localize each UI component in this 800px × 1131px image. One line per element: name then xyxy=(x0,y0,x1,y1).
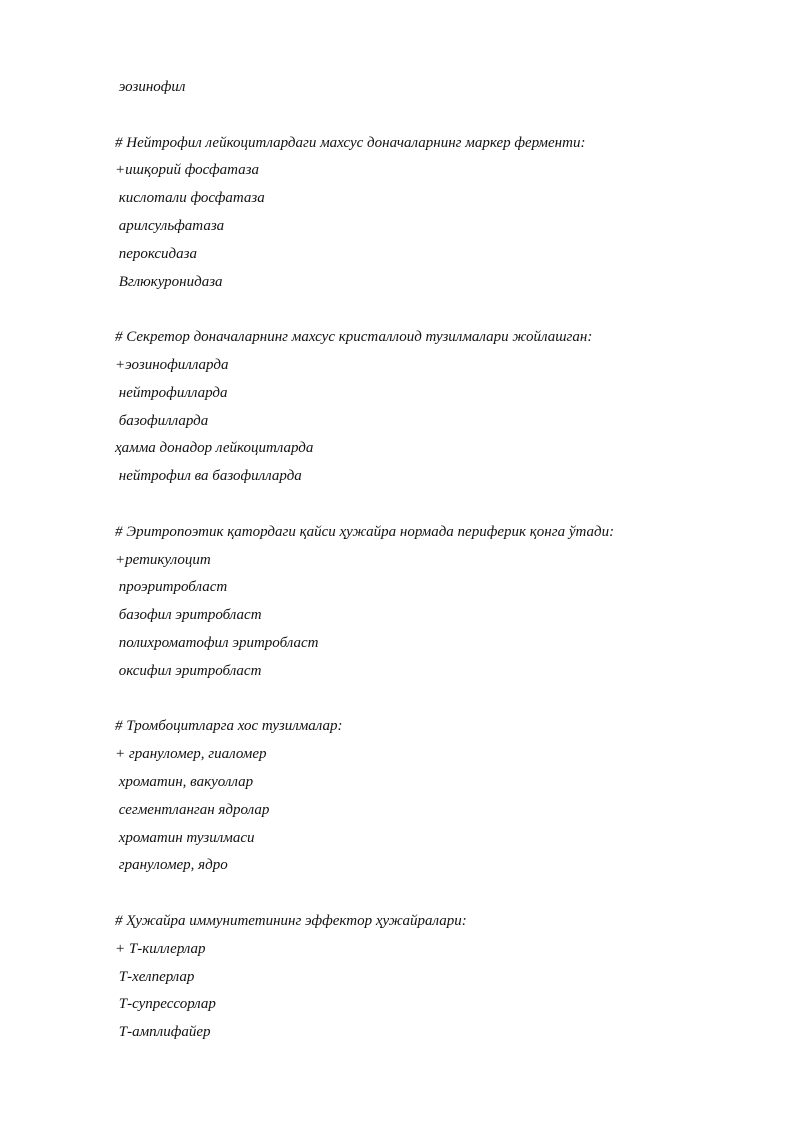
text-line: эозинофил xyxy=(115,79,186,95)
answer-line: оксифил эритробласт xyxy=(115,662,262,679)
answer-line-correct: +эозинофилларда xyxy=(115,356,229,373)
blank-line xyxy=(115,880,755,908)
blank-line xyxy=(115,296,755,324)
question-line: # Нейтрофил лейкоцитлардаги махсус доначаларнинг маркер ферменти: xyxy=(115,134,586,151)
answer-line: нейтрофил ва базофилларда xyxy=(115,468,302,485)
document-text xyxy=(115,74,755,1047)
answer-line: кислотали фосфатаза xyxy=(115,190,265,207)
answer-line: ҳамма донадор лейкоцитларда xyxy=(115,440,314,457)
answer-line: грануломер, ядро xyxy=(115,857,228,874)
answer-line: пероксидаза xyxy=(115,245,197,262)
answer-line: хроматин тузилмаси xyxy=(115,829,255,846)
answer-line: Т-хелперлар xyxy=(115,968,195,985)
question-line: # Эритропоэтик қатордаги қайси ҳужайра нормада периферик қонга ўтади: xyxy=(115,523,615,540)
question-line: # Тромбоцитларга хос тузилмалар: xyxy=(115,718,343,735)
answer-line: Т-амплифайер xyxy=(115,1024,211,1041)
question-line: # Ҳужайра иммунитетининг эффектор ҳужайралари: xyxy=(115,912,467,929)
question-line: # Секретор доначаларнинг махсус кристаллоид тузилмалари жойлашган: xyxy=(115,329,593,346)
answer-line: арилсульфатаза xyxy=(115,217,225,234)
answer-line: хроматин, вакуоллар xyxy=(115,773,254,790)
answer-line-correct: +ишқорий фосфатаза xyxy=(115,162,259,179)
answer-line: проэритробласт xyxy=(115,579,228,596)
blank-line xyxy=(115,686,755,714)
blank-line xyxy=(115,491,755,519)
answer-line: Вглюкуронидаза xyxy=(115,273,223,290)
answer-line: полихроматофил эритробласт xyxy=(115,634,319,651)
answer-line-correct: + грануломер, гиаломер xyxy=(115,746,267,763)
blank-line xyxy=(115,102,755,130)
answer-line: Т-супрессорлар xyxy=(115,996,216,1013)
answer-line: сегментланган ядролар xyxy=(115,801,270,818)
answer-line: нейтрофилларда xyxy=(115,384,228,401)
answer-line-correct: +ретикулоцит xyxy=(115,551,211,568)
answer-line: базофил эритробласт xyxy=(115,607,262,624)
answer-line-correct: + Т-киллерлар xyxy=(115,940,206,957)
answer-line: базофилларда xyxy=(115,412,209,429)
